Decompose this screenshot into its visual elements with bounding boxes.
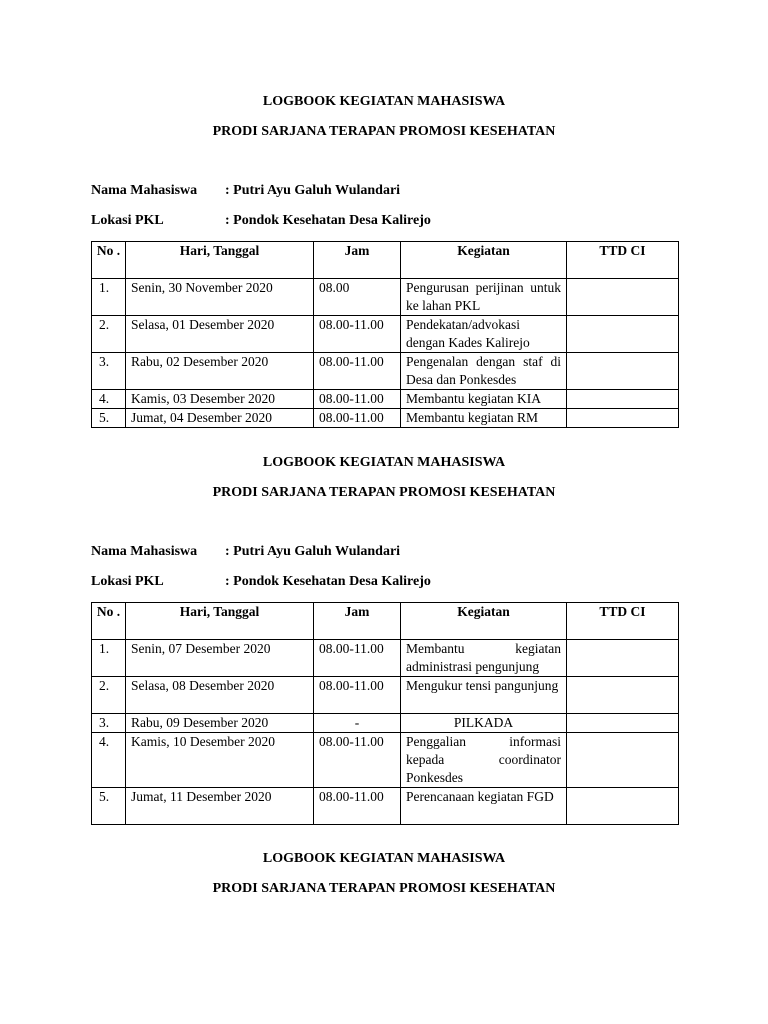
student-name-label: Nama Mahasiswa [91, 544, 198, 559]
row-date: Jumat, 11 Desember 2020 [126, 788, 314, 825]
row-time: - [314, 714, 401, 733]
student-name-line [91, 544, 400, 560]
student-name-value: : Putri Ayu Galuh Wulandari [225, 183, 401, 198]
row-date: Kamis, 10 Desember 2020 [126, 733, 314, 788]
student-name-value: : Putri Ayu Galuh Wulandari [225, 544, 401, 559]
header-signature: TTD CI [567, 603, 679, 640]
row-signature [567, 409, 679, 428]
table-row [92, 279, 679, 316]
row-no: 4. [92, 733, 126, 788]
table-header-row [92, 242, 679, 279]
row-date: Senin, 07 Desember 2020 [126, 640, 314, 677]
row-signature [567, 316, 679, 353]
row-time: 08.00-11.00 [314, 640, 401, 677]
header-activity: Kegiatan [401, 603, 567, 640]
row-signature [567, 733, 679, 788]
table-row [92, 353, 679, 390]
row-activity: PILKADA [401, 714, 567, 733]
location-line [91, 574, 431, 590]
row-activity: Pengurusan perijinan untuk ke lahan PKL [401, 279, 567, 316]
row-no: 2. [92, 677, 126, 714]
row-date: Kamis, 03 Desember 2020 [126, 390, 314, 409]
row-date: Selasa, 08 Desember 2020 [126, 677, 314, 714]
table-row [92, 714, 679, 733]
location-label: Lokasi PKL [91, 213, 164, 228]
row-time: 08.00-11.00 [314, 788, 401, 825]
row-signature [567, 640, 679, 677]
row-signature [567, 788, 679, 825]
row-no: 1. [92, 279, 126, 316]
row-time: 08.00 [314, 279, 401, 316]
row-activity: Mengukur tensi pangunjung [401, 677, 567, 714]
table-row [92, 733, 679, 788]
program-title: PRODI SARJANA TERAPAN PROMOSI KESEHATAN [212, 881, 556, 896]
location-value: : Pondok Kesehatan Desa Kalirejo [225, 213, 431, 228]
row-activity: Membantu kegiatan administrasi pengunjung [401, 640, 567, 677]
row-activity: Membantu kegiatan KIA [401, 390, 567, 409]
row-no: 2. [92, 316, 126, 353]
row-time: 08.00-11.00 [314, 316, 401, 353]
table-row [92, 390, 679, 409]
header-no: No . [92, 242, 126, 279]
row-signature [567, 279, 679, 316]
program-title: PRODI SARJANA TERAPAN PROMOSI KESEHATAN [212, 124, 556, 139]
location-line [91, 213, 431, 229]
row-no: 3. [92, 353, 126, 390]
row-time: 08.00-11.00 [314, 353, 401, 390]
row-no: 1. [92, 640, 126, 677]
row-signature [567, 390, 679, 409]
row-date: Jumat, 04 Desember 2020 [126, 409, 314, 428]
row-activity: Pendekatan/advokasi dengan Kades Kalirejo [401, 316, 567, 353]
row-signature [567, 677, 679, 714]
program-title: PRODI SARJANA TERAPAN PROMOSI KESEHATAN [212, 485, 556, 500]
row-time: 08.00-11.00 [314, 677, 401, 714]
logbook-table [91, 602, 679, 825]
row-activity: Membantu kegiatan RM [401, 409, 567, 428]
table-row [92, 788, 679, 825]
row-no: 4. [92, 390, 126, 409]
logbook-title: LOGBOOK KEGIATAN MAHASISWA [262, 455, 506, 470]
header-time: Jam [314, 242, 401, 279]
row-activity: Perencanaan kegiatan FGD [401, 788, 567, 825]
row-date: Rabu, 09 Desember 2020 [126, 714, 314, 733]
row-activity: Penggalian informasi kepada coordinator Ponkesdes [401, 733, 567, 788]
row-signature [567, 714, 679, 733]
table-row [92, 409, 679, 428]
header-date: Hari, Tanggal [126, 603, 314, 640]
row-time: 08.00-11.00 [314, 390, 401, 409]
row-signature [567, 353, 679, 390]
header-date: Hari, Tanggal [126, 242, 314, 279]
row-date: Senin, 30 November 2020 [126, 279, 314, 316]
row-activity: Pengenalan dengan staf di Desa dan Ponkesdes [401, 353, 567, 390]
student-name-label: Nama Mahasiswa [91, 183, 198, 198]
header-activity: Kegiatan [401, 242, 567, 279]
header-time: Jam [314, 603, 401, 640]
row-no: 3. [92, 714, 126, 733]
location-label: Lokasi PKL [91, 574, 164, 589]
header-no: No . [92, 603, 126, 640]
table-row [92, 640, 679, 677]
location-value: : Pondok Kesehatan Desa Kalirejo [225, 574, 431, 589]
logbook-table [91, 241, 679, 428]
table-row [92, 316, 679, 353]
table-row [92, 677, 679, 714]
row-no: 5. [92, 788, 126, 825]
row-no: 5. [92, 409, 126, 428]
logbook-title: LOGBOOK KEGIATAN MAHASISWA [262, 94, 506, 109]
row-time: 08.00-11.00 [314, 733, 401, 788]
logbook-title: LOGBOOK KEGIATAN MAHASISWA [262, 851, 506, 866]
row-time: 08.00-11.00 [314, 409, 401, 428]
row-date: Rabu, 02 Desember 2020 [126, 353, 314, 390]
row-date: Selasa, 01 Desember 2020 [126, 316, 314, 353]
student-name-line [91, 183, 400, 199]
header-signature: TTD CI [567, 242, 679, 279]
table-header-row [92, 603, 679, 640]
